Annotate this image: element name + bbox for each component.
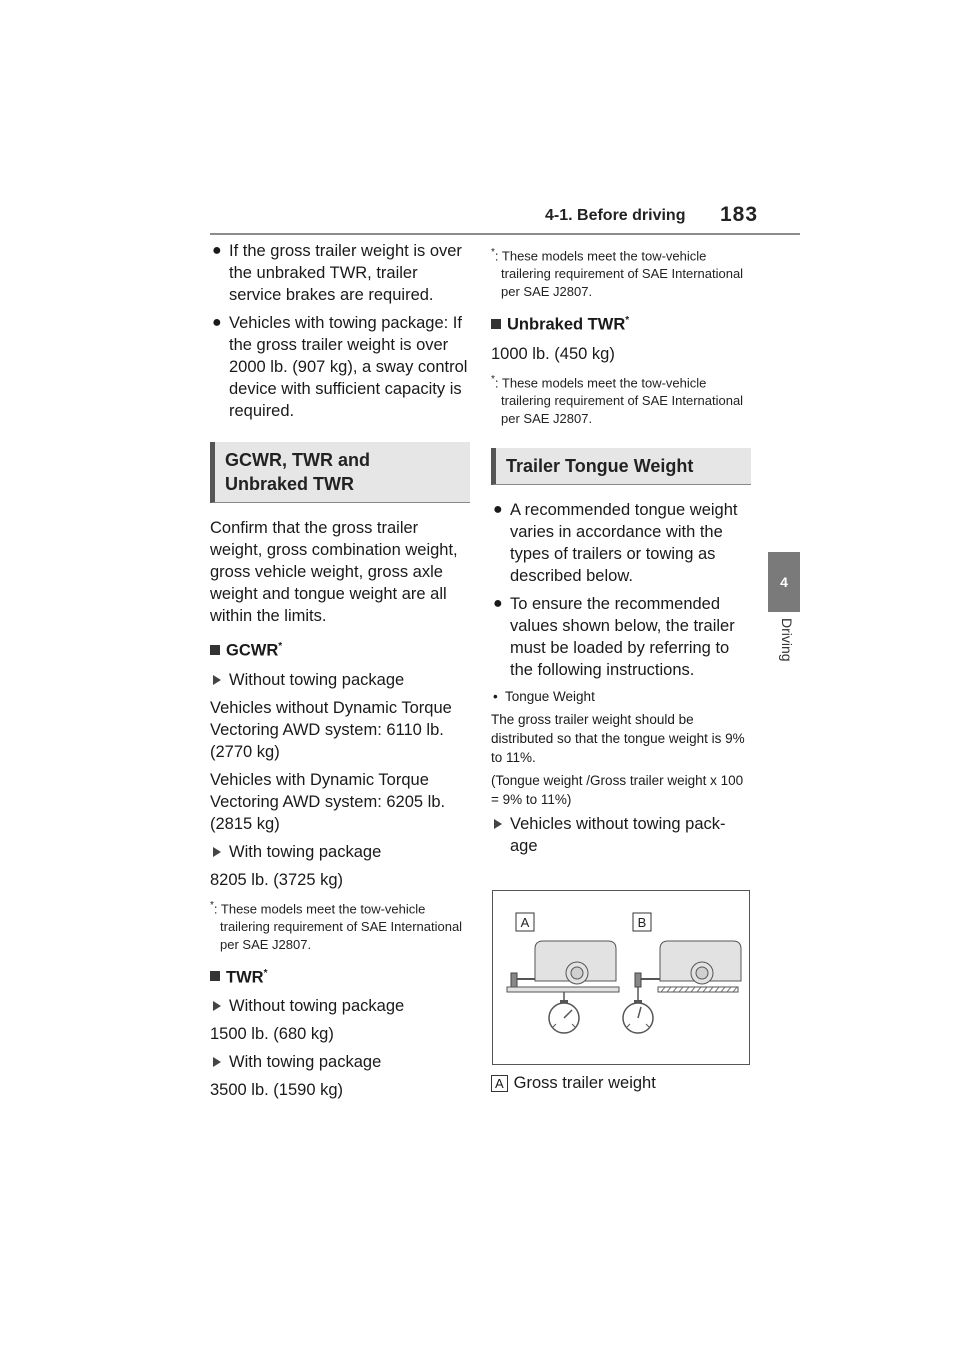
header-divider bbox=[210, 233, 800, 235]
list-item-text: age bbox=[510, 837, 538, 856]
footnote-text: : These models meet the tow-vehicle trailering requirement of SAE International per SAE J2807. bbox=[494, 248, 744, 300]
bullet-item bbox=[210, 240, 470, 306]
caption-text: Gross trailer weight bbox=[513, 1074, 656, 1092]
section-heading: 4-1. Before driving bbox=[545, 207, 686, 224]
subhead-text: TWR bbox=[226, 968, 264, 987]
bullet-item bbox=[491, 593, 751, 681]
section-title-gcwr bbox=[210, 442, 470, 503]
chapter-tab[interactable]: 4 bbox=[768, 552, 800, 612]
trailer-a-icon bbox=[507, 941, 619, 992]
asterisk: * bbox=[625, 315, 630, 327]
square-bullet-icon bbox=[491, 319, 501, 329]
trailer-diagram bbox=[492, 890, 750, 1065]
bullet-dot-icon: ● bbox=[212, 314, 222, 331]
value-text: 3500 lb. (1590 kg) bbox=[210, 1081, 344, 1100]
chapter-label-text: Driving bbox=[779, 618, 795, 662]
diagram-caption bbox=[491, 1074, 656, 1093]
page-number: 183 bbox=[720, 203, 759, 226]
triangle-right-icon bbox=[494, 819, 502, 829]
list-item-text: Without towing package bbox=[229, 670, 405, 689]
value-text: 8205 lb. (3725 kg) bbox=[210, 870, 344, 889]
asterisk: * bbox=[491, 373, 495, 385]
section-title-line: Unbraked TWR bbox=[225, 474, 355, 494]
label-b: B bbox=[637, 915, 647, 930]
triangle-right-icon bbox=[213, 1001, 221, 1011]
intro-paragraph: Confirm that the gross trailer weight, gross combination weight, gross vehicle weight, gross axle weight and tongue weight are all within the limits. bbox=[210, 519, 458, 625]
asterisk: * bbox=[278, 641, 283, 652]
subhead-twr bbox=[210, 968, 470, 988]
triangle-right-icon bbox=[213, 675, 221, 685]
bullet-text: To ensure the recommended values shown below, the trailer must be loaded by referring to the following instructions. bbox=[510, 595, 735, 680]
subhead-text: GCWR bbox=[226, 641, 279, 660]
caption-label: A bbox=[491, 1075, 508, 1092]
section-title-line: GCWR, TWR and bbox=[225, 450, 370, 470]
list-item-text: With towing package bbox=[229, 1053, 382, 1072]
section-title-line: Trailer Tongue Weight bbox=[506, 456, 694, 477]
list-item-text: With towing package bbox=[229, 842, 382, 861]
asterisk: * bbox=[263, 967, 268, 979]
footnote-text: : These models meet the tow-vehicle trailering requirement of SAE International per SAE J2807. bbox=[494, 375, 744, 427]
tongue-item-text: Tongue Weight bbox=[505, 689, 595, 705]
tongue-description: The gross trailer weight should be distributed so that the tongue weight is 9% to 11%. bbox=[491, 712, 745, 766]
bullet-dot-icon: ● bbox=[212, 242, 222, 259]
footnote-text: : These models meet the tow-vehicle trailering requirement of SAE International per SAE J2807. bbox=[213, 900, 463, 952]
list-item-text: Without towing package bbox=[229, 997, 405, 1016]
subhead-unbraked bbox=[491, 315, 751, 335]
footnote bbox=[491, 371, 751, 428]
right-column bbox=[491, 240, 751, 863]
tongue-formula: (Tongue weight /Gross trailer weight x 100 = 9% to 11%) bbox=[491, 773, 744, 808]
square-bullet-icon bbox=[210, 645, 220, 655]
value-text: Vehicles without Dynamic Torque Vectoring AWD system: 6110 lb. (2770 kg) bbox=[210, 698, 452, 761]
footnote bbox=[491, 244, 751, 301]
list-item bbox=[491, 813, 751, 857]
trailer-b-icon bbox=[635, 941, 741, 992]
section-title-tongue bbox=[491, 448, 751, 485]
scale-gauge-b-icon bbox=[623, 987, 653, 1033]
footnote bbox=[210, 897, 470, 954]
bullet-text: If the gross trailer weight is over the unbraked TWR, trailer service brakes are required. bbox=[229, 242, 462, 304]
triangle-right-icon bbox=[213, 1057, 221, 1067]
tongue-item bbox=[491, 687, 751, 706]
small-bullet-icon: • bbox=[493, 689, 498, 705]
square-bullet-icon bbox=[210, 971, 220, 981]
bullet-dot-icon: ● bbox=[493, 501, 503, 519]
bullet-dot-icon: ● bbox=[493, 595, 503, 613]
subhead-gcwr bbox=[210, 641, 470, 661]
subhead-text: Unbraked TWR bbox=[507, 315, 626, 334]
bullet-text: Vehicles with towing package: If the gross trailer weight is over 2000 lb. (907 kg), a sway control device with sufficient capacity is required. bbox=[229, 314, 468, 420]
bullet-item bbox=[210, 312, 470, 422]
list-item bbox=[210, 1051, 470, 1073]
scale-gauge-a-icon bbox=[549, 992, 579, 1033]
trailer-diagram-svg bbox=[493, 891, 749, 1064]
list-item bbox=[210, 841, 470, 863]
bullet-item bbox=[491, 499, 751, 587]
value-text: 1000 lb. (450 kg) bbox=[491, 344, 615, 363]
label-a: A bbox=[520, 915, 530, 930]
value-text: 1500 lb. (680 kg) bbox=[210, 1025, 334, 1044]
asterisk: * bbox=[491, 247, 495, 258]
triangle-right-icon bbox=[213, 847, 221, 857]
bullet-text: A recommended tongue weight varies in accordance with the types of trailers or towing as described below. bbox=[510, 501, 738, 586]
asterisk: * bbox=[210, 899, 214, 911]
list-item bbox=[210, 995, 470, 1017]
value-text: Vehicles with Dynamic Torque Vectoring AWD system: 6205 lb. (2815 kg) bbox=[210, 770, 446, 833]
left-column bbox=[210, 240, 470, 1107]
chapter-label bbox=[768, 618, 800, 688]
list-item-text: Vehicles without towing pack- bbox=[510, 815, 726, 834]
list-item bbox=[210, 669, 470, 691]
